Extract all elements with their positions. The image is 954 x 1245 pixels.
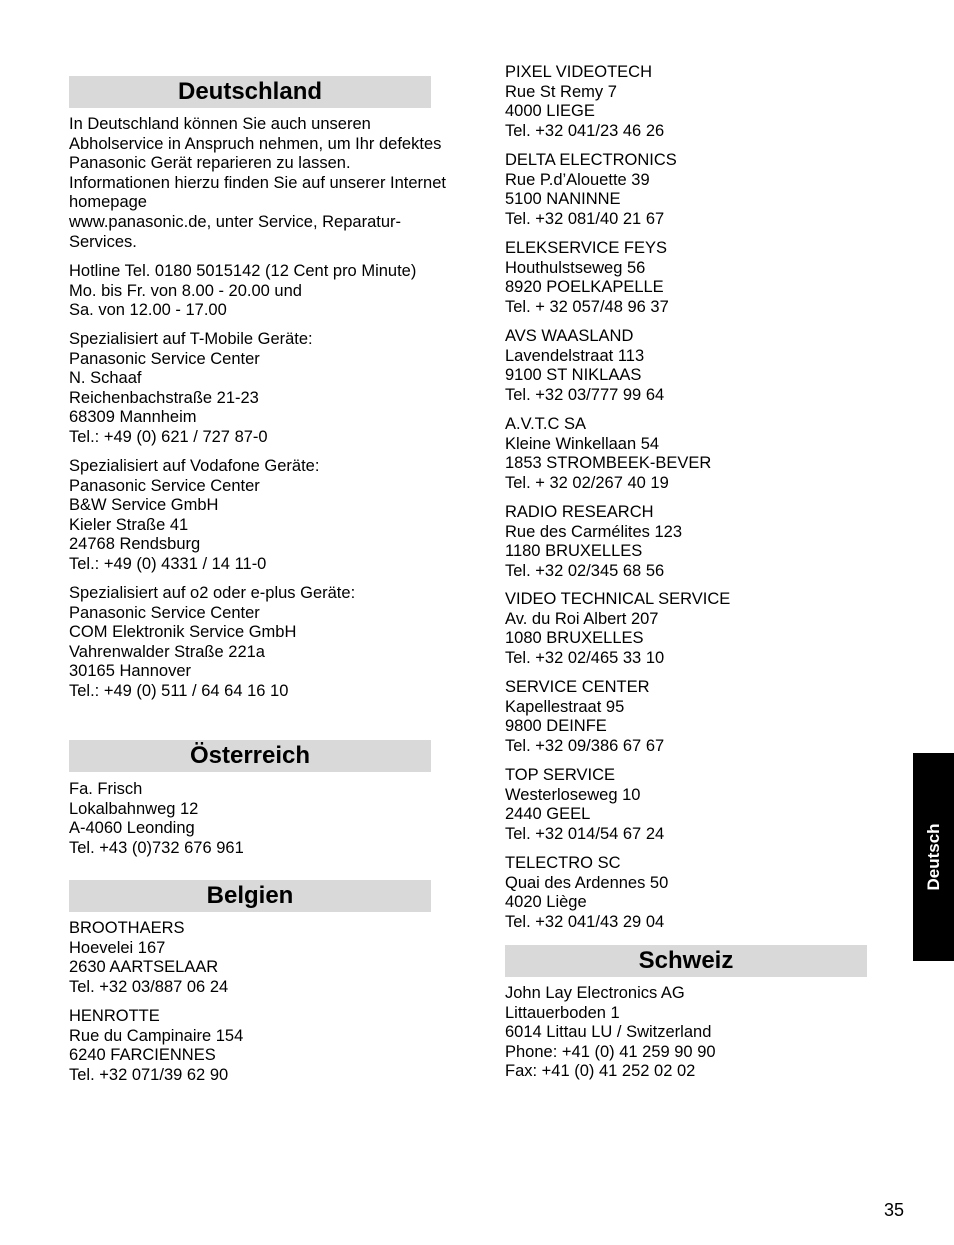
text-line: Tel. +32 014/54 67 24 [505, 824, 665, 843]
text-line: homepage [69, 193, 147, 212]
text-line: Spezialisiert auf o2 oder e-plus Geräte: [69, 584, 356, 602]
text-line: Hoevelei 167 [69, 938, 166, 957]
text-line: 1080 BRUXELLES [505, 629, 644, 648]
text-line: Tel. +43 (0)732 676 961 [69, 838, 244, 857]
text-line: Quai des Ardennes 50 [505, 873, 669, 892]
text-line: Littauerboden 1 [505, 1003, 620, 1022]
heading-belgien: Belgien [69, 880, 431, 912]
text-line: VIDEO TECHNICAL SERVICE [505, 590, 731, 608]
be-radio-research [505, 503, 682, 581]
text-line: Tel.: +49 (0) 621 / 727 87-0 [69, 427, 268, 446]
text-line: RADIO RESEARCH [505, 503, 654, 521]
heading-deutschland: Deutschland [69, 76, 431, 108]
text-line: Panasonic Service Center [69, 476, 260, 495]
text-line: Lokalbahnweg 12 [69, 799, 199, 818]
text-line: Informationen hierzu finden Sie auf unserer Internet [69, 173, 446, 192]
text-line: 5100 NANINNE [505, 190, 621, 209]
text-line: Spezialisiert auf Vodafone Geräte: [69, 457, 320, 475]
text-line: ELEKSERVICE FEYS [505, 239, 668, 257]
text-line: Panasonic Service Center [69, 349, 260, 368]
text-line: Hotline Tel. 0180 5015142 (12 Cent pro Minute) [69, 262, 417, 280]
be-avs-waasland [505, 327, 664, 405]
text-line: 1853 STROMBEEK-BEVER [505, 454, 712, 473]
text-line: Tel.: +49 (0) 4331 / 14 11-0 [69, 554, 267, 573]
de-vodafone [69, 457, 319, 575]
text-line: Rue du Campinaire 154 [69, 1026, 244, 1045]
text-line: Kapellestraat 95 [505, 697, 625, 716]
be-telectro [505, 854, 668, 932]
text-line: BROOTHAERS [69, 919, 185, 937]
text-line: 6014 Littau LU / Switzerland [505, 1023, 712, 1042]
text-line: N. Schaaf [69, 369, 142, 388]
language-side-tab [913, 753, 954, 961]
heading-oesterreich: Österreich [69, 740, 431, 772]
text-line: AVS WAASLAND [505, 327, 634, 345]
text-line: PIXEL VIDEOTECH [505, 63, 653, 81]
text-line: Rue des Carmélites 123 [505, 522, 683, 541]
text-line: Reichenbachstraße 21-23 [69, 388, 259, 407]
text-line: 68309 Mannheim [69, 408, 197, 427]
be-broothaers [69, 919, 228, 997]
text-line: Tel. +32 041/43 29 04 [505, 912, 665, 931]
text-line: TOP SERVICE [505, 766, 616, 784]
text-line: Av. du Roi Albert 207 [505, 609, 659, 628]
be-elekservice-feys [505, 239, 669, 317]
text-line: Fa. Frisch [69, 780, 143, 798]
be-henrotte [69, 1007, 243, 1085]
text-line: Spezialisiert auf T-Mobile Geräte: [69, 330, 313, 348]
de-intro [69, 115, 446, 252]
text-line: Tel.: +49 (0) 511 / 64 64 16 10 [69, 681, 289, 700]
be-video-technical-service [505, 590, 730, 668]
text-line: Tel. + 32 02/267 40 19 [505, 473, 669, 492]
text-line: COM Elektronik Service GmbH [69, 623, 297, 642]
text-line: Sa. von 12.00 - 17.00 [69, 301, 227, 320]
text-line: 1180 BRUXELLES [505, 542, 643, 561]
heading-schweiz: Schweiz [505, 945, 867, 977]
text-line: Houthulstseweg 56 [505, 258, 646, 277]
text-line: Tel. +32 081/40 21 67 [505, 209, 665, 228]
text-line: Rue St Remy 7 [505, 82, 617, 101]
text-line: www.panasonic.de, unter Service, Reparatur- [69, 212, 401, 231]
text-line: Rue P.d’Alouette 39 [505, 170, 650, 189]
text-line: 6240 FARCIENNES [69, 1046, 216, 1065]
text-line: Panasonic Gerät reparieren zu lassen. [69, 154, 351, 173]
text-line: Phone: +41 (0) 41 259 90 90 [505, 1042, 716, 1061]
text-line: A-4060 Leonding [69, 819, 195, 838]
text-line: Tel. +32 03/777 99 64 [505, 385, 665, 404]
text-line: SERVICE CENTER [505, 678, 650, 696]
be-pixel-videotech [505, 63, 664, 141]
text-line: Abholservice in Anspruch nehmen, um Ihr defektes [69, 134, 442, 153]
text-line: Tel. +32 03/887 06 24 [69, 977, 229, 996]
text-line: 9100 ST NIKLAAS [505, 366, 642, 385]
at-frisch [69, 780, 244, 858]
text-line: Services. [69, 232, 137, 251]
text-line: 2440 GEEL [505, 805, 591, 824]
text-line: HENROTTE [69, 1007, 160, 1025]
text-line: 4020 Liège [505, 893, 587, 912]
text-line: TELECTRO SC [505, 854, 621, 872]
text-line: Tel. +32 071/39 62 90 [69, 1065, 229, 1084]
text-line: Lavendelstraat 113 [505, 346, 645, 365]
de-o2-eplus [69, 584, 355, 702]
de-tmobile [69, 330, 313, 448]
text-line: Tel. +32 09/386 67 67 [505, 736, 665, 755]
text-line: 2630 AARTSELAAR [69, 958, 219, 977]
text-line: A.V.T.C SA [505, 415, 587, 433]
be-service-center [505, 678, 664, 756]
text-line: 30165 Hannover [69, 662, 192, 681]
text-line: DELTA ELECTRONICS [505, 151, 677, 169]
text-line: John Lay Electronics AG [505, 984, 685, 1002]
side-tab-label: Deutsch [923, 823, 943, 891]
be-top-service [505, 766, 664, 844]
text-line: In Deutschland können Sie auch unseren [69, 115, 371, 133]
text-line: Kieler Straße 41 [69, 515, 189, 534]
text-line: 8920 POELKAPELLE [505, 278, 664, 297]
text-line: Mo. bis Fr. von 8.00 - 20.00 und [69, 281, 302, 300]
page-number: 35 [884, 1200, 905, 1220]
de-hotline [69, 262, 416, 321]
ch-john-lay [505, 984, 716, 1082]
text-line: Tel. +32 02/345 68 56 [505, 561, 665, 580]
text-line: Fax: +41 (0) 41 252 02 02 [505, 1062, 696, 1081]
text-line: B&W Service GmbH [69, 496, 219, 515]
text-line: Tel. +32 041/23 46 26 [505, 121, 665, 140]
text-line: 9800 DEINFE [505, 717, 607, 736]
text-line: Kleine Winkellaan 54 [505, 434, 660, 453]
be-delta-electronics [505, 151, 677, 229]
text-line: Tel. + 32 057/48 96 37 [505, 297, 669, 316]
text-line: 24768 Rendsburg [69, 535, 201, 554]
text-line: 4000 LIEGE [505, 102, 595, 121]
be-avtc [505, 415, 711, 493]
text-line: Vahrenwalder Straße 221a [69, 642, 265, 661]
text-line: Panasonic Service Center [69, 603, 260, 622]
text-line: Westerloseweg 10 [505, 785, 641, 804]
text-line: Tel. +32 02/465 33 10 [505, 648, 665, 667]
